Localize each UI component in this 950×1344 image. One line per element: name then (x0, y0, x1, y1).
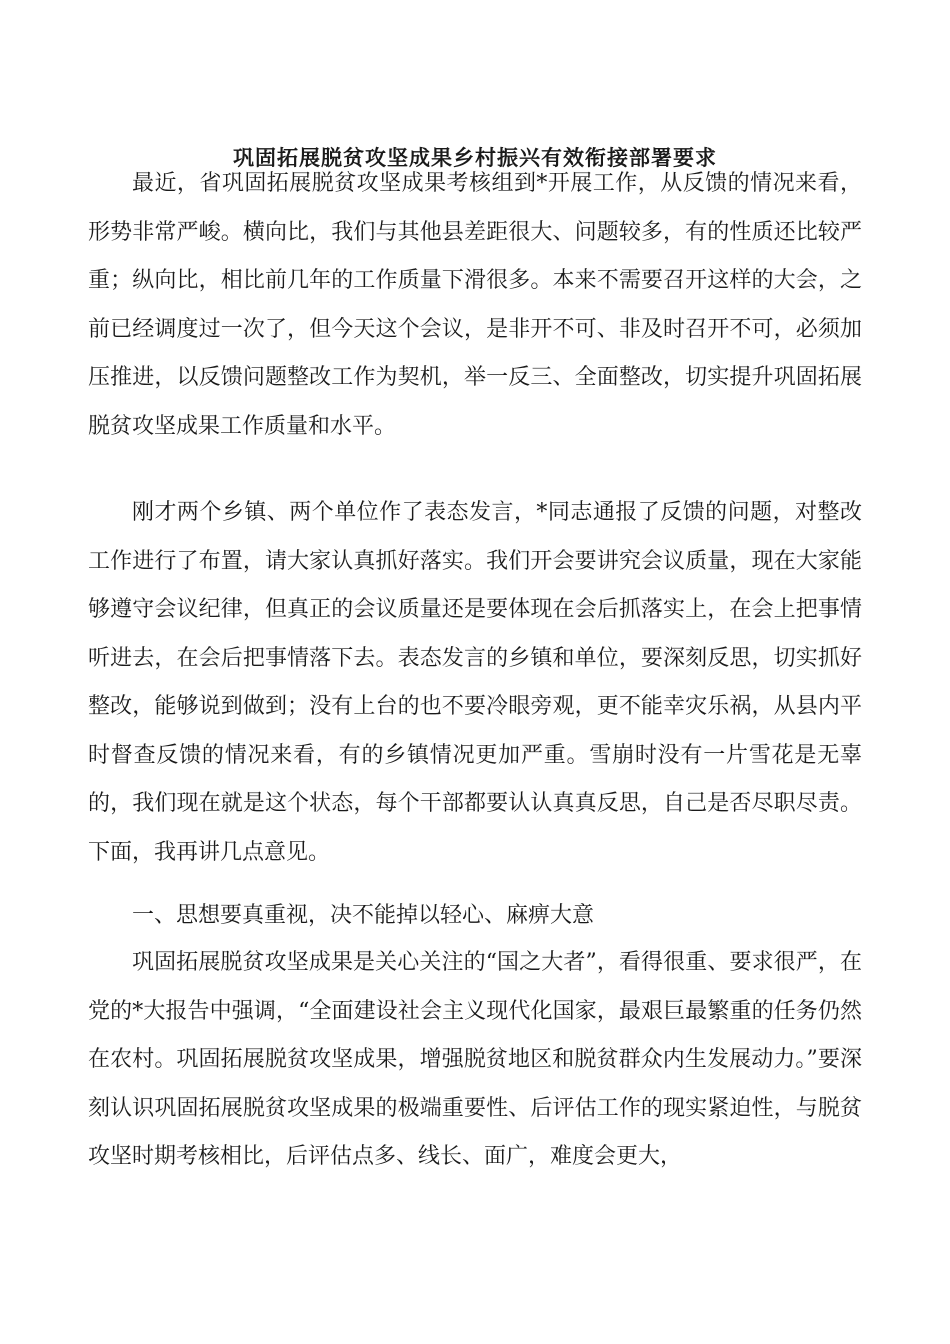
paragraph-1: 最近，省巩固拓展脱贫攻坚成果考核组到*开展工作，从反馈的情况来看，形势非常严峻。横向比，我们与其他县差距很大、问题较多，有的性质还比较严重；纵向比，相比前几年的工作质量下滑很多。本来不需要召开这样的大会，之前已经调度过一次了，但今天这个会议，是非开不可、非及时召开不可，必须加压推进，以反馈问题整改工作为契机，举一反三、全面整改，切实提升巩固拓展脱贫攻坚成果工作质量和水平。 (88, 171, 862, 439)
document-title: 巩固拓展脱贫攻坚成果乡村振兴有效衔接部署要求 (233, 145, 717, 170)
paragraph-2: 刚才两个乡镇、两个单位作了表态发言，*同志通报了反馈的问题，对整改工作进行了布置，请大家认真抓好落实。我们开会要讲究会议质量，现在大家能够遵守会议纪律，但真正的会议质量还是要体现在会后抓落实上，在会上把事情听进去，在会后把事情落下去。表态发言的乡镇和单位，要深刻反思，切实抓好整改，能够说到做到；没有上台的也不要冷眼旁观，更不能幸灾乐祸，从县内平时督查反馈的情况来看，有的乡镇情况更加严重。雪崩时没有一片雪花是无辜的，我们现在就是这个状态，每个干部都要认认真真反思，自己是否尽职尽责。下面，我再讲几点意见。 (88, 500, 862, 865)
paragraph-3: 巩固拓展脱贫攻坚成果是关心关注的“国之大者”，看得很重、要求很严，在党的*大报告中强调，“全面建设社会主义现代化国家，最艰巨最繁重的任务仍然在农村。巩固拓展脱贫攻坚成果，增强脱贫地区和脱贫群众内生发展动力。”要深刻认识巩固拓展脱贫攻坚成果的极端重要性、后评估工作的现实紧迫性，与脱贫攻坚时期考核相比，后评估点多、线长、面广，难度会更大， (88, 950, 862, 1169)
section-heading-1: 一、思想要真重视，决不能掉以轻心、麻痹大意 (132, 903, 595, 928)
